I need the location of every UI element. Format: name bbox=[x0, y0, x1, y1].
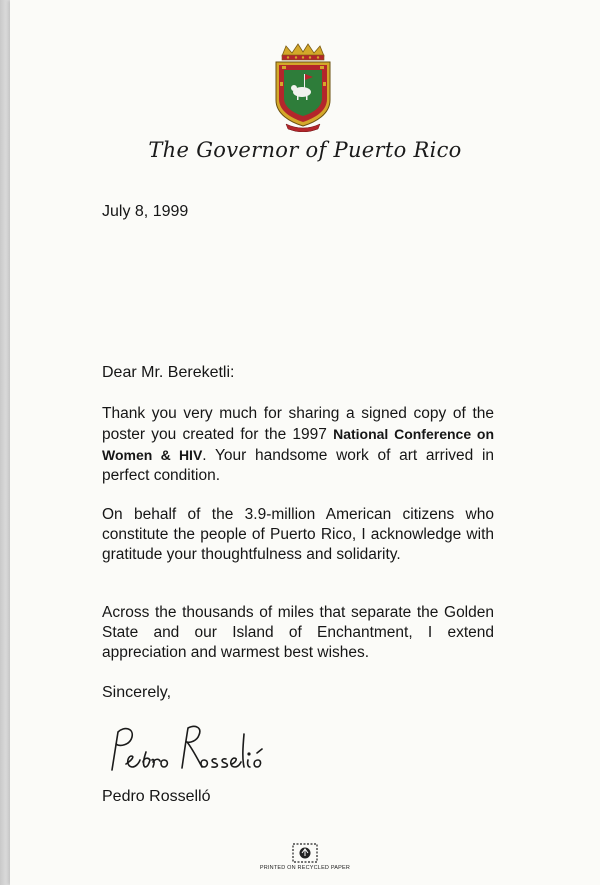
paragraph-thanks-start: Thank you very much for sharing a signed copy of the poster you created for the 1997 bbox=[102, 405, 494, 443]
page-shadow-edge bbox=[0, 0, 10, 885]
salutation: Dear Mr. Bereketli: bbox=[102, 364, 235, 381]
recycled-paper-icon bbox=[292, 842, 318, 864]
paragraph-wishes: Across the thousands of miles that separate the Golden State and our Island of Enchantment, I extend appreciation and warmest best wishes. bbox=[102, 604, 494, 661]
coat-of-arms-icon bbox=[268, 42, 338, 132]
letter-date: July 8, 1999 bbox=[102, 203, 189, 220]
recycled-paper-text: PRINTED ON RECYCLED PAPER bbox=[259, 865, 351, 871]
signer-name: Pedro Rosselló bbox=[102, 788, 211, 805]
conference-name: National Conference on Women & HIV bbox=[102, 426, 494, 463]
paragraph-behalf: On behalf of the 3.9-million American citizens who constitute the people of Puerto Rico, I acknowledge with gratitude your thoughtfulness and solidarity. bbox=[102, 506, 494, 563]
handwritten-signature bbox=[102, 720, 272, 780]
closing: Sincerely, bbox=[102, 684, 172, 701]
recycled-paper-mark bbox=[10, 842, 600, 871]
paragraph-thanks bbox=[102, 404, 494, 486]
letterhead-title: The Governor of Puerto Rico bbox=[148, 138, 462, 162]
letter-page bbox=[10, 0, 600, 885]
paragraph-thanks-end: . Your handsome work of art arrived in perfect condition. bbox=[102, 447, 495, 484]
